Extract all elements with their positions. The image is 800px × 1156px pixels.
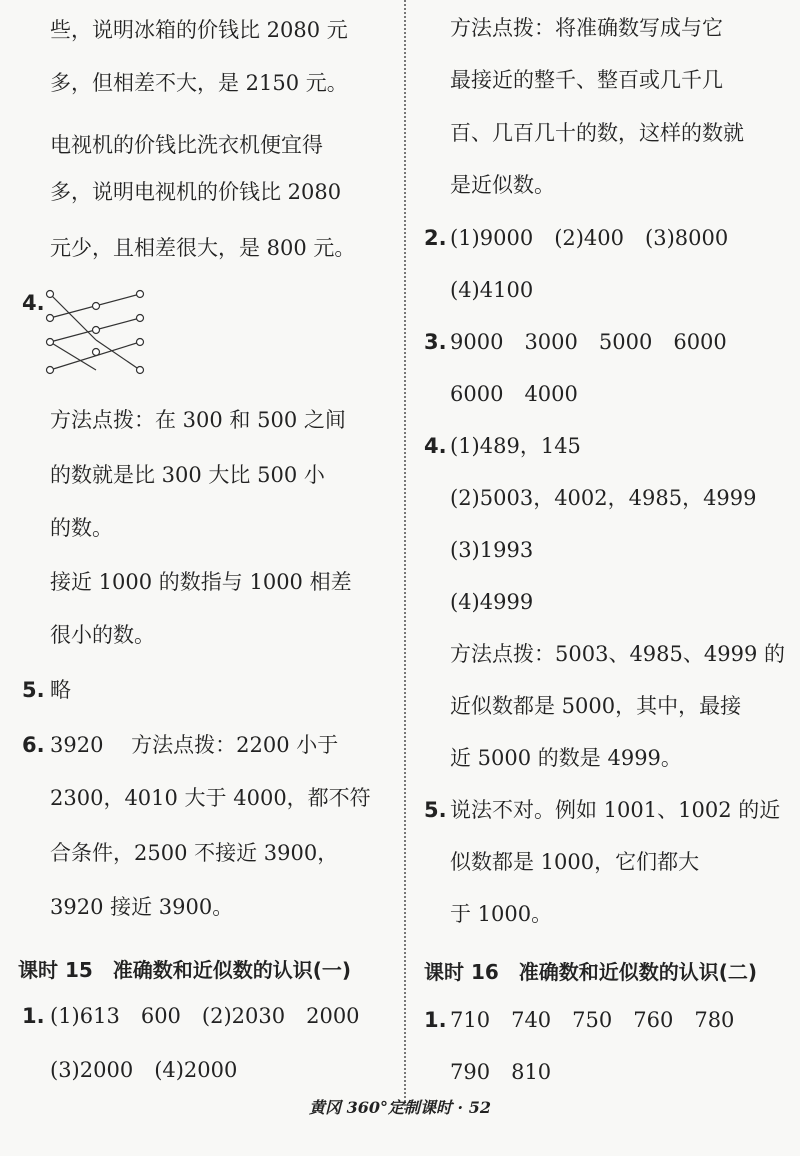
answer-text: (1)489，145 <box>450 434 581 458</box>
question-number: 4. <box>424 434 447 458</box>
answer-text: 合条件，2500 不接近 3900， <box>50 841 339 865</box>
method-tip: 的数。 <box>50 516 113 540</box>
answer-text: 些，说明冰箱的价钱比 2080 元 <box>50 18 348 42</box>
column-divider <box>404 0 406 1110</box>
method-tip: 很小的数。 <box>50 623 155 647</box>
answer-text: 说法不对。例如 1001、1002 的近 <box>450 798 781 822</box>
answer-text: 于 1000。 <box>450 902 553 926</box>
question-number: 6. <box>22 733 45 757</box>
answer-text: 略 <box>50 678 71 702</box>
method-tip: 近 5000 的数是 4999。 <box>450 746 682 770</box>
question-number: 1. <box>22 1004 45 1028</box>
answer-text: (3)2000 (4)2000 <box>50 1058 238 1082</box>
method-tip: 方法点拨：在 300 和 500 之间 <box>50 408 346 432</box>
answer-text: (1)9000 (2)400 (3)8000 <box>450 226 729 250</box>
method-tip: 最接近的整千、整百或几千几 <box>450 68 723 92</box>
question-number: 4. <box>22 291 45 315</box>
answer-text: (2)5003，4002，4985，4999 <box>450 486 757 510</box>
question-number: 5. <box>424 798 447 822</box>
question-number: 2. <box>424 226 447 250</box>
answer-text: (4)4100 <box>450 278 534 302</box>
question-number: 3. <box>424 330 447 354</box>
question-number: 1. <box>424 1008 447 1032</box>
method-tip: 接近 1000 的数指与 1000 相差 <box>50 570 352 594</box>
answer-text: (3)1993 <box>450 538 534 562</box>
answer-text: 710 740 750 760 780 <box>450 1008 735 1032</box>
matching-lines-diagram <box>44 286 148 378</box>
answer-text: 9000 3000 5000 6000 <box>450 330 727 354</box>
method-tip: 的数就是比 300 大比 500 小 <box>50 463 325 487</box>
answer-text: (4)4999 <box>450 590 534 614</box>
method-tip: 方法点拨：5003、4985、4999 的 <box>450 642 786 666</box>
answer-text: 多，但相差不大，是 2150 元。 <box>50 71 348 95</box>
method-tip: 近似数都是 5000，其中，最接 <box>450 694 742 718</box>
section-heading: 课时 16 准确数和近似数的认识(二) <box>424 960 758 984</box>
answer-text: 电视机的价钱比洗衣机便宜得 <box>50 133 323 157</box>
answer-text: 790 810 <box>450 1060 552 1084</box>
answer-text: 6000 4000 <box>450 382 578 406</box>
answer-text: (1)613 600 (2)2030 2000 <box>50 1004 360 1028</box>
answer-text: 3920 接近 3900。 <box>50 895 234 919</box>
method-tip: 是近似数。 <box>450 173 555 197</box>
answer-text: 多，说明电视机的价钱比 2080 <box>50 180 342 204</box>
answer-text: 2300，4010 大于 4000，都不符 <box>50 786 371 810</box>
question-number: 5. <box>22 678 45 702</box>
page-footer: 黄冈 360°定制课时 · 52 <box>309 1098 491 1117</box>
answer-text: 似数都是 1000，它们都大 <box>450 850 700 874</box>
answer-text: 3920 方法点拨：2200 小于 <box>50 733 339 757</box>
section-heading: 课时 15 准确数和近似数的认识(一) <box>18 958 352 982</box>
method-tip: 百、几百几十的数，这样的数就 <box>450 121 744 145</box>
answer-text: 元少，且相差很大，是 800 元。 <box>50 236 356 260</box>
method-tip: 方法点拨：将准确数写成与它 <box>450 16 723 40</box>
